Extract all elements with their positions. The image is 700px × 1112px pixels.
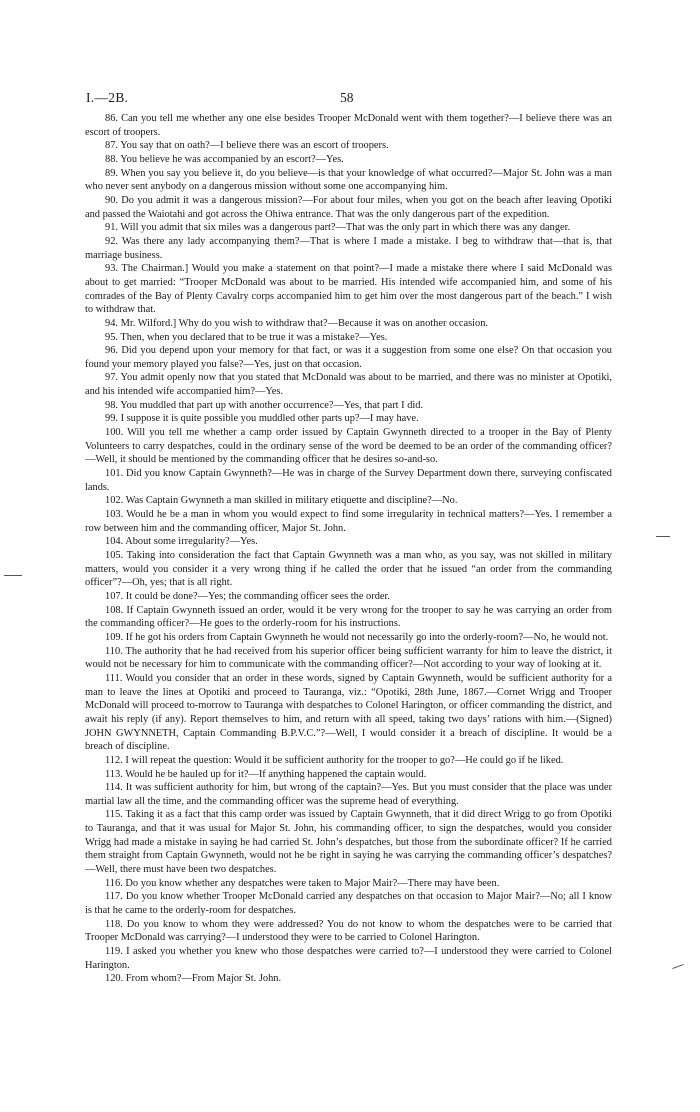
question-112: 112. I will repeat the question: Would it be sufficient authority for the trooper to go?—He could go if he liked.: [105, 754, 564, 766]
question-107: 107. It could be done?—Yes; the commanding officer sees the order.: [105, 590, 391, 602]
question-119: 119. I asked you whether you knew who those despatches were carried to?—I understood they were carried to Colonel Harington.: [85, 946, 612, 971]
question-100: 100. Will you tell me whether a camp order issued by Captain Gwynneth directed to a trooper in the Bay of Plenty Volunteers to carry despatches, could in the ordinary sense of the word be deemed to be an order of the commanding officer?—Well, it should be mentioned by the commanding officer that he desires so-and-so.: [85, 427, 612, 466]
question-87: 87. You say that on oath?—I believe there was an escort of troopers.: [105, 140, 389, 152]
margin-mark-right: [656, 536, 670, 537]
question-95: 95. Then, when you declared that to be true it was a mistake?—Yes.: [105, 331, 388, 343]
question-99: 99. I suppose it is quite possible you muddled other parts up?—I may have.: [105, 413, 419, 425]
question-114: 114. It was sufficient authority for him, but wrong of the captain?—Yes. But you must consider that the place was under martial law all the time, and the commanding officer was the supreme head of everything.: [85, 782, 612, 807]
question-88: 88. You believe he was accompanied by an escort?—Yes.: [105, 153, 344, 165]
question-93: 93. The Chairman.] Would you make a statement on that point?—I made a mistake there where I said McDonald was about to get married: “Trooper McDonald was about to be married. His intended wife accompanied him, and some of his comrades of the Bay of Plenty Cavalry corps accompanied him to get him over the most dangerous part of the beach.” I wish to withdraw that.: [85, 263, 612, 316]
question-104: 104. About some irregularity?—Yes.: [105, 536, 258, 548]
question-120: 120. From whom?—From Major St. John.: [105, 973, 282, 985]
page-header: [86, 90, 640, 108]
question-115: 115. Taking it as a fact that this camp order was issued by Captain Gwynneth, that it did direct Wrigg to go from Opotiki to Tauranga, and that it was usual for Major St. John, his commanding officer, to sign the despatches, would you consider Wrigg had made a mistake in saying he had carried St. John’s despatches, but those from the subordinate officer? If he carried them straight from Captain Gwynneth, would not he be right in saying he was carrying the commanding officer’s despatches?—Well, there must have been two despatches.: [85, 809, 612, 876]
question-86: 86. Can you tell me whether any one else besides Trooper McDonald went with them together?—I believe there was an escort of troopers.: [85, 113, 612, 138]
question-103: 103. Would he be a man in whom you would expect to find some irregularity in technical matters?—Yes. I remember a row between him and the commanding officer, Major St. John.: [85, 509, 612, 534]
question-101: 101. Did you know Captain Gwynneth?—He was in charge of the Survey Department down there, surveying confiscated lands.: [85, 468, 612, 493]
question-98: 98. You muddled that part up with another occurrence?—Yes, that part I did.: [105, 399, 424, 411]
question-108: 108. If Captain Gwynneth issued an order, would it be very wrong for the trooper to say he was carrying an order from the commanding officer?—He goes to the orderly-room for his instructions.: [85, 604, 612, 630]
page-number: 58: [340, 90, 354, 105]
margin-mark-right-lower: [672, 964, 684, 969]
parliamentary-paper-reference: I.—2B.: [86, 90, 129, 105]
question-105: 105. Taking into consideration the fact that Captain Gwynneth was a man who, as you say, was not skilled in military matters, would you consider it a very wrong thing if he called the order that he issued “an order from the commanding officer”?—Oh, yes; that is all right.: [85, 550, 612, 589]
question-94: 94. Mr. Wilford.] Why do you wish to withdraw that?—Because it was on another occasion.: [105, 317, 488, 329]
question-110: 110. The authority that he had received from his superior officer being sufficient warranty for him to leave the district, it would not be necessary for him to communicate with the commanding officer?—Not according to your way of looking at it.: [85, 645, 612, 671]
margin-mark-left: [4, 575, 22, 576]
question-111: 111. Would you consider that an order in these words, signed by Captain Gwynneth, would be sufficient authority for a man to leave the lines at Opotiki and proceed to Tauranga, viz.: “Opotiki, 28th June, 1867.—Cornet Wrigg and Trooper McDonald will proceed to-morrow to Tauranga with despatches to Colonel Harington, or officer commanding the district, and await his reply (if any). Report themselves to him, and return with all speed, taking two days’ rations with him.—(Signed) JOHN GWYNNETH, Captain Commanding B.P.V.C.”?—Well, I would consider it a breach of discipline. It would be a breach of discipline.: [85, 672, 612, 753]
question-92: 92. Was there any lady accompanying them?—That is where I made a mistake. I beg to withdraw that—that is, that marriage business.: [85, 235, 612, 261]
question-109: 109. If he got his orders from Captain Gwynneth he would not necessarily go into the orderly-room?—No, he would not.: [105, 631, 609, 643]
evidence-text: [85, 112, 612, 986]
question-116: 116. Do you know whether any despatches were taken to Major Mair?—There may have been.: [105, 877, 500, 889]
question-89: 89. When you say you believe it, do you believe—is that your knowledge of what occurred?—Major St. John was a man who never sent anybody on a dangerous mission without some one accompanying him.: [85, 167, 612, 193]
question-97: 97. You admit openly now that you stated that McDonald was about to be married, and there was no minister at Opotiki, and his intended wife accompanied him?—Yes.: [85, 372, 612, 398]
question-90: 90. Do you admit it was a dangerous mission?—For about four miles, when you got on the beach after leaving Opotiki and passed the Waiotahi and got across the Ohiwa entrance. That was the only dangerous part of the expedition.: [85, 194, 612, 220]
question-102: 102. Was Captain Gwynneth a man skilled in military etiquette and discipline?—No.: [105, 495, 458, 507]
question-117: 117. Do you know whether Trooper McDonald carried any despatches on that occasion to Major Mair?—No; all I know is that he came to the orderly-room for despatches.: [85, 891, 612, 917]
question-91: 91. Will you admit that six miles was a dangerous part?—That was the only part in which there was any danger.: [105, 222, 571, 234]
question-96: 96. Did you depend upon your memory for that fact, or was it a suggestion from some one else? On that occasion you found your memory played you false?—Yes, just on that occasion.: [85, 345, 612, 370]
question-118: 118. Do you know to whom they were addressed? You do not know to whom the despatches were to be carried that Trooper McDonald was carrying?—I understood they were to be carried to Colonel Harington.: [85, 918, 612, 944]
question-113: 113. Would he be hauled up for it?—If anything happened the captain would.: [105, 768, 427, 780]
